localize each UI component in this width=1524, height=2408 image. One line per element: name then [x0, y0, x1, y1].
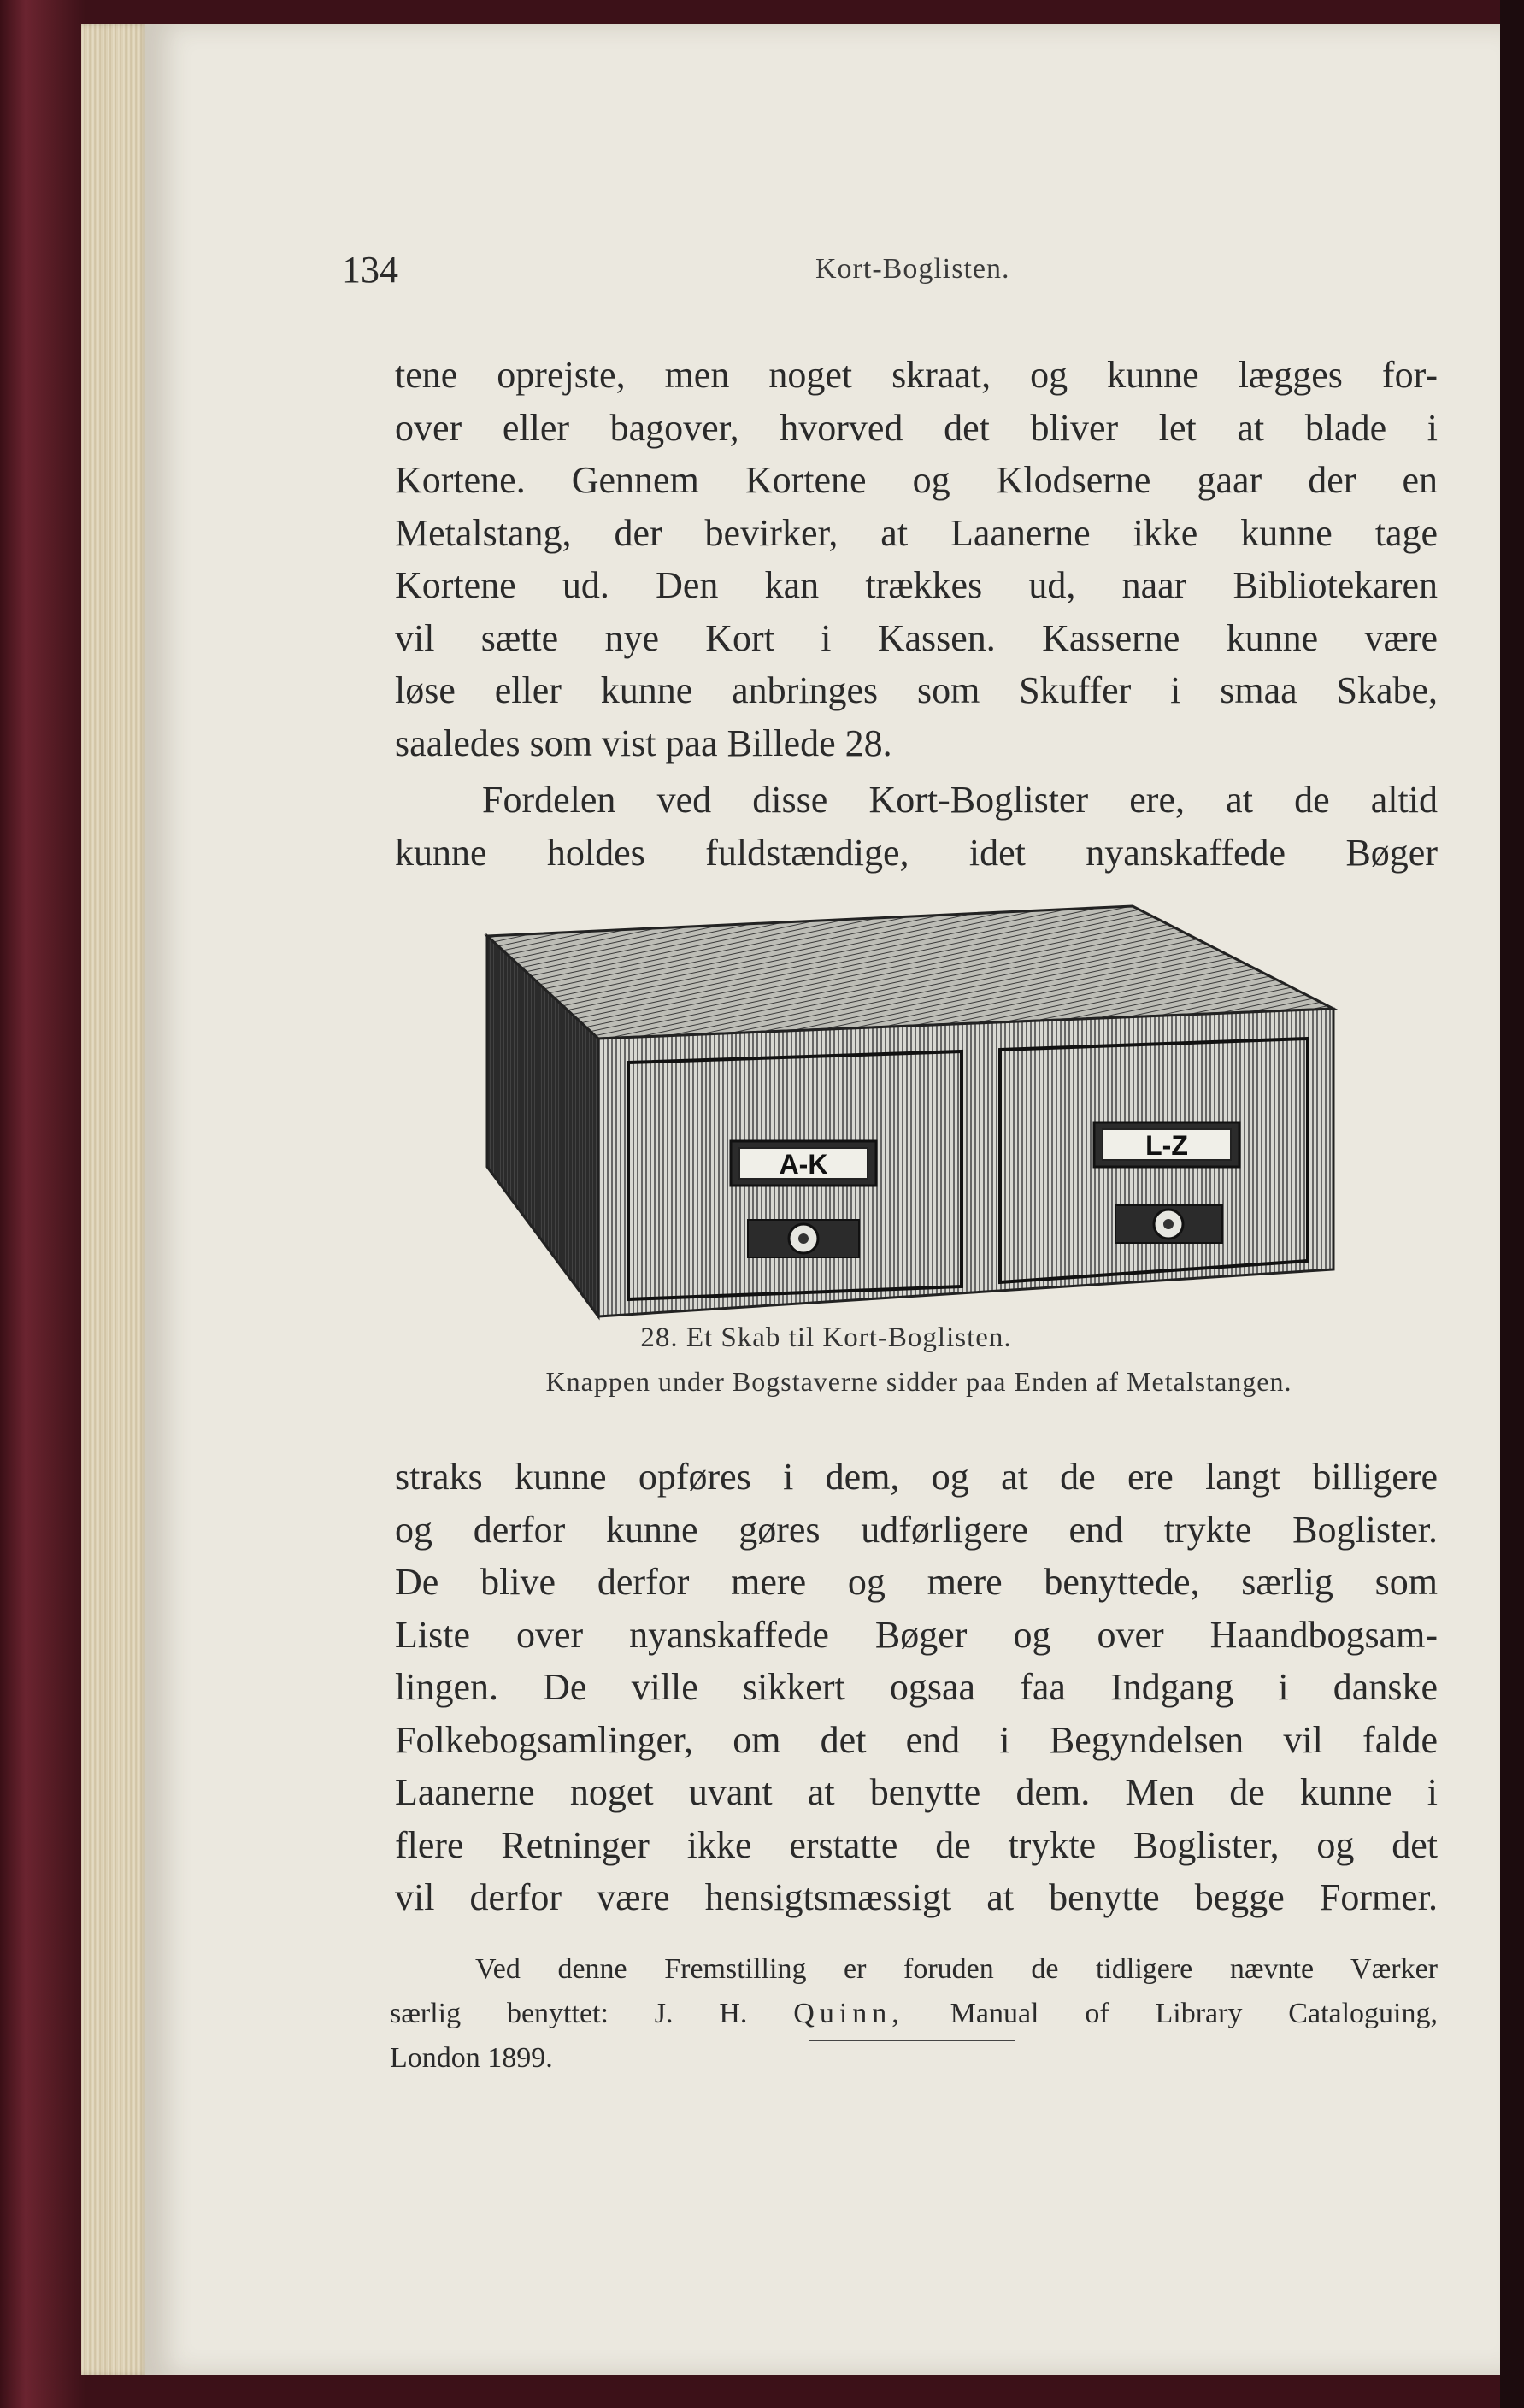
text-line: Folkebogsamlinger, om det end i Begyndelsen vil falde	[395, 1718, 1438, 1761]
figure-caption-note: Knappen under Bogstaverne sidder paa Enden af Metalstangen.	[545, 1366, 1292, 1397]
text-line: tene oprejste, men noget skraat, og kunne lægges for-	[395, 354, 1438, 396]
text-line: straks kunne opføres i dem, og at de ere langt billigere	[395, 1456, 1438, 1498]
footnote-title: Manual of Library Cataloguing,	[950, 1998, 1439, 2029]
footnote-text: særlig benyttet: J. H.	[390, 1998, 748, 2029]
running-head: Kort-Boglisten.	[815, 253, 1010, 285]
footnote-line	[390, 1992, 1438, 2036]
drawer-label-right: L-Z	[1145, 1130, 1188, 1161]
text-line: Laanerne noget uvant at benytte dem. Men de kunne i	[395, 1771, 1438, 1813]
footnote-author: Quinn,	[793, 1998, 904, 2029]
page-number: 134	[342, 249, 398, 291]
text-line: vil derfor være hensigtsmæssigt at benytte begge Former.	[395, 1876, 1438, 1918]
footnote-line: London 1899.	[390, 2042, 553, 2074]
text-line: Liste over nyanskaffede Bøger og over Haandbogsam-	[395, 1613, 1438, 1656]
paragraph-3	[395, 1451, 1438, 1924]
page-edges	[81, 24, 150, 2375]
drawer-label-left: A-K	[779, 1149, 828, 1180]
caption-title: Et Skab til Kort-Boglisten.	[686, 1322, 1012, 1353]
text-line: Kortene ud. Den kan trækkes ud, naar Bibliotekaren	[395, 564, 1438, 606]
footnote-rule	[809, 2040, 1015, 2041]
caption-number: 28.	[640, 1322, 679, 1353]
paragraph-1	[395, 349, 1438, 769]
text-line: løse eller kunne anbringes som Skuffer i smaa Skabe,	[395, 669, 1438, 711]
figure-caption	[0, 1322, 1524, 1354]
paragraph-2	[395, 774, 1438, 879]
text-line: vil sætte nye Kort i Kassen. Kasserne kunne være	[395, 616, 1438, 659]
text-line: og derfor kunne gøres udførligere end trykte Boglister.	[395, 1508, 1438, 1551]
text-line: Metalstang, der bevirker, at Laanerne ikke kunne tage	[395, 511, 1438, 554]
footnote-line: Ved denne Fremstilling er foruden de tidligere nævnte Værker	[475, 1953, 1438, 1985]
text-line: Kortene. Gennem Kortene og Klodserne gaar der en	[395, 459, 1438, 501]
page-header	[0, 248, 1524, 299]
text-line: over eller bagover, hvorved det bliver let at blade i	[395, 406, 1438, 449]
footnote	[390, 1947, 1438, 2081]
text-line: kunne holdes fuldstændige, idet nyanskaffede Bøger	[395, 831, 1438, 874]
right-border	[1500, 0, 1524, 2408]
card-cabinet-illustration	[483, 902, 1338, 1321]
text-line: saaledes som vist paa Billede 28.	[395, 721, 892, 764]
text-line: Fordelen ved disse Kort-Boglister ere, at de altid	[482, 779, 1438, 821]
text-line: De blive derfor mere og mere benyttede, særlig som	[395, 1561, 1438, 1603]
text-line: lingen. De ville sikkert ogsaa faa Indgang i danske	[395, 1666, 1438, 1708]
text-line: flere Retninger ikke erstatte de trykte Boglister, og det	[395, 1823, 1438, 1866]
